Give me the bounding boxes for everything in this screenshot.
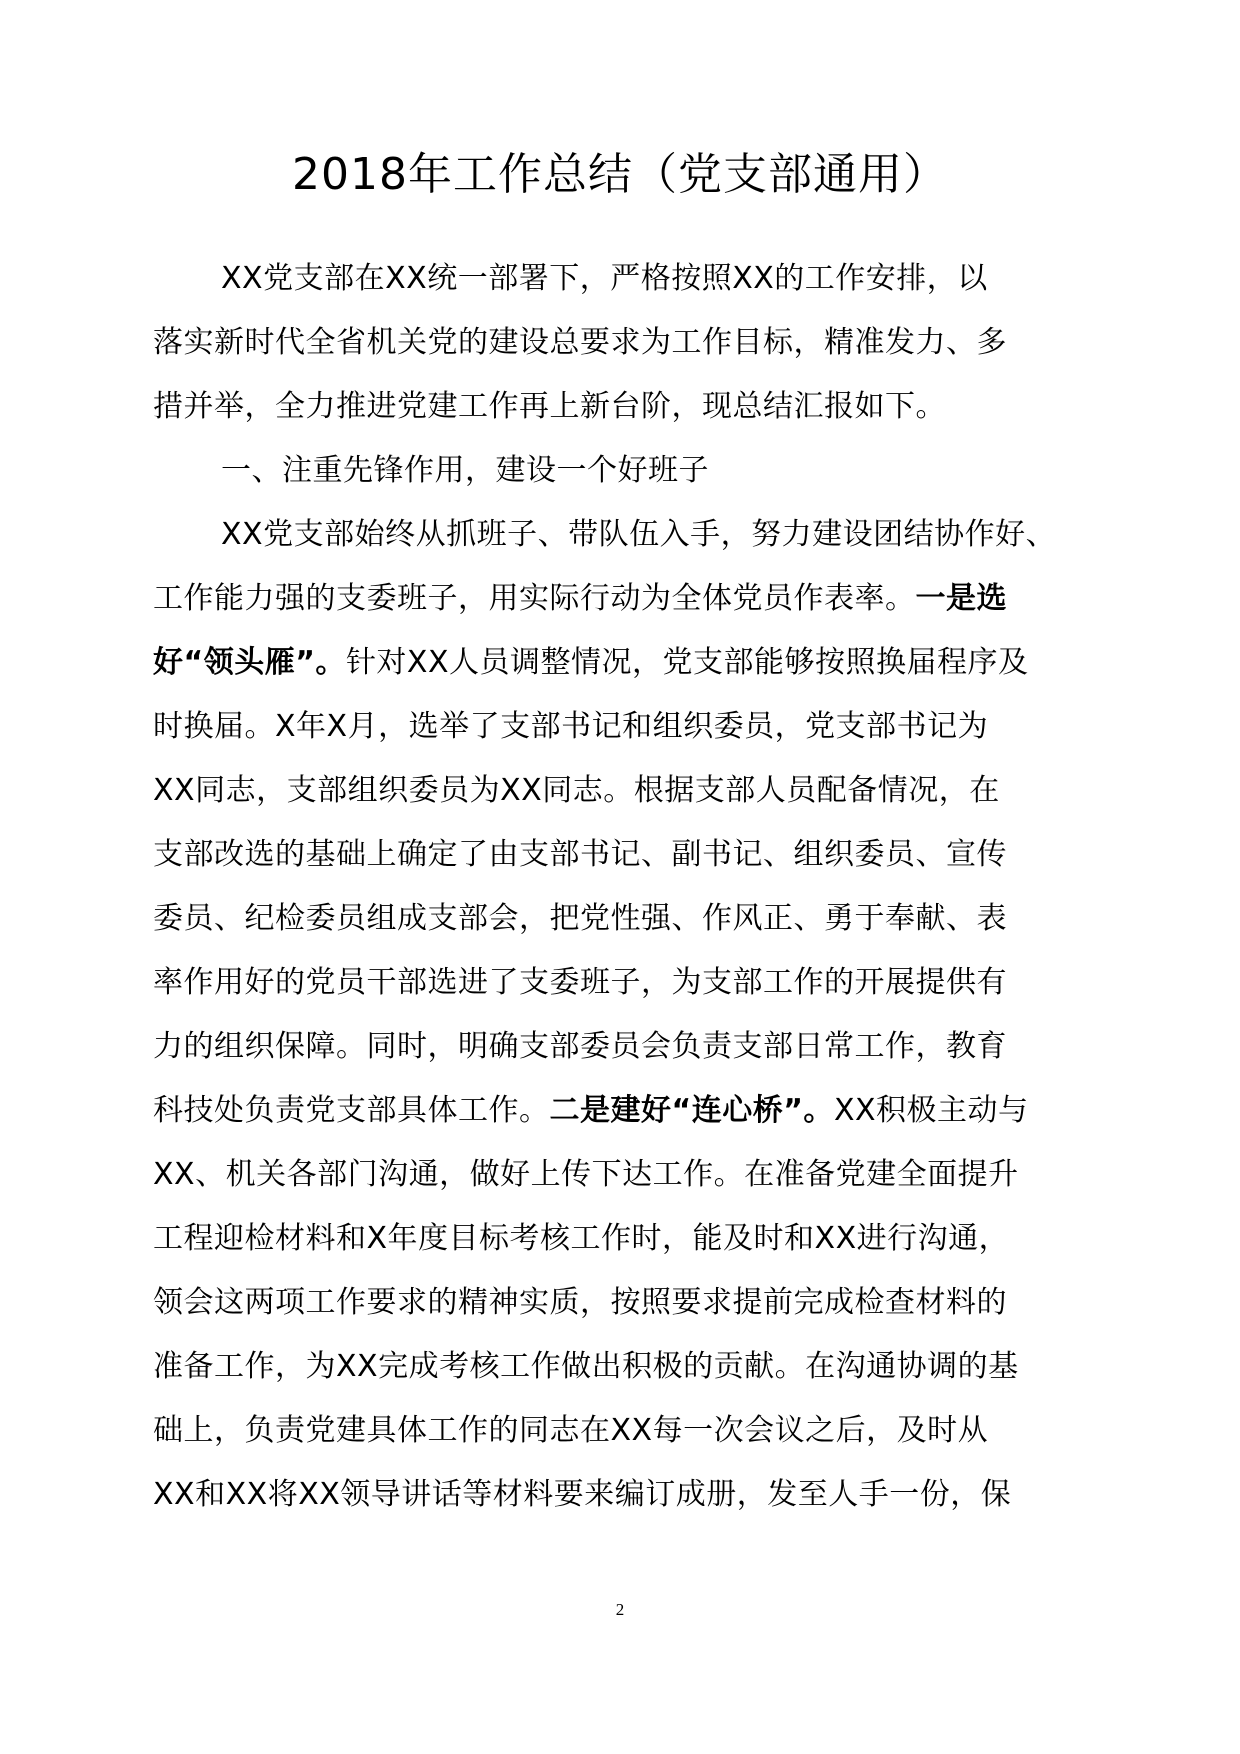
- text-line: [153, 887, 1113, 951]
- text-segment: XX、机关各部门沟通，做好上传下达工作。在准备党建全面提升: [153, 1157, 1019, 1192]
- text-segment: 科技处负责党支部具体工作。: [153, 1093, 550, 1128]
- text-line: [153, 951, 1113, 1015]
- text-segment: XX同志，支部组织委员为XX同志。根据支部人员配备情况，在: [153, 773, 1000, 808]
- text-segment: 委员、纪检委员组成支部会，把党性强、作风正、勇于奉献、表: [153, 901, 1007, 936]
- text-line: [153, 1335, 1113, 1399]
- text-segment: 力的组织保障。同时，明确支部委员会负责支部日常工作，教育: [153, 1029, 1007, 1064]
- text-segment: 针对XX人员调整情况，党支部能够按照换届程序及: [345, 645, 1029, 680]
- text-line: [153, 567, 1113, 631]
- text-segment: XX党支部始终从抓班子、带队伍入手，努力建设团结协作好、: [221, 517, 1057, 552]
- text-line: [153, 695, 1113, 759]
- bold-text-segment: 一是选: [915, 581, 1007, 616]
- text-line: [153, 759, 1113, 823]
- text-segment: 支部改选的基础上确定了由支部书记、副书记、组织委员、宣传: [153, 837, 1007, 872]
- text-segment: XX积极主动与: [833, 1093, 1029, 1128]
- text-segment: 时换届。X年X月，选举了支部书记和组织委员，党支部书记为: [153, 709, 989, 744]
- bold-text-segment: 好“领头雁”。: [153, 645, 346, 680]
- text-segment: 率作用好的党员干部选进了支委班子，为支部工作的开展提供有: [153, 965, 1007, 1000]
- text-line: [153, 1463, 1113, 1527]
- document-title: 2018年工作总结（党支部通用）: [292, 149, 948, 200]
- text-line: [153, 823, 1113, 887]
- text-segment: 础上，负责党建具体工作的同志在XX每一次会议之后，及时从: [153, 1413, 989, 1448]
- text-line: [153, 1271, 1113, 1335]
- text-segment: XX和XX将XX领导讲话等材料要来编订成册，发至人手一份，保: [153, 1477, 1012, 1512]
- bold-text-segment: 二是建好“连心桥”。: [549, 1093, 834, 1128]
- text-segment: 领会这两项工作要求的精神实质，按照要求提前完成检查材料的: [153, 1285, 1007, 1320]
- text-segment: 一、注重先锋作用，建设一个好班子: [221, 453, 709, 488]
- text-line: [153, 375, 1113, 439]
- text-segment: 措并举，全力推进党建工作再上新台阶，现总结汇报如下。: [153, 389, 946, 424]
- text-line: [153, 1207, 1113, 1271]
- text-segment: 工程迎检材料和X年度目标考核工作时，能及时和XX进行沟通，: [153, 1221, 1010, 1256]
- text-segment: 工作能力强的支委班子，用实际行动为全体党员作表率。: [153, 581, 916, 616]
- text-line: [153, 1143, 1113, 1207]
- text-line: [153, 631, 1113, 695]
- text-line: [153, 311, 1113, 375]
- text-line: [153, 247, 1113, 311]
- document-body: [153, 247, 1113, 1527]
- text-segment: XX党支部在XX统一部署下，严格按照XX的工作安排，以: [221, 261, 988, 296]
- page-number: 2: [615, 1600, 625, 1619]
- text-segment: 准备工作，为XX完成考核工作做出积极的贡献。在沟通协调的基: [153, 1349, 1019, 1384]
- text-line: [153, 1399, 1113, 1463]
- text-line: [153, 439, 1113, 503]
- text-line: [153, 1079, 1113, 1143]
- text-line: [153, 503, 1113, 567]
- text-segment: 落实新时代全省机关党的建设总要求为工作目标，精准发力、多: [153, 325, 1007, 360]
- text-line: [153, 1015, 1113, 1079]
